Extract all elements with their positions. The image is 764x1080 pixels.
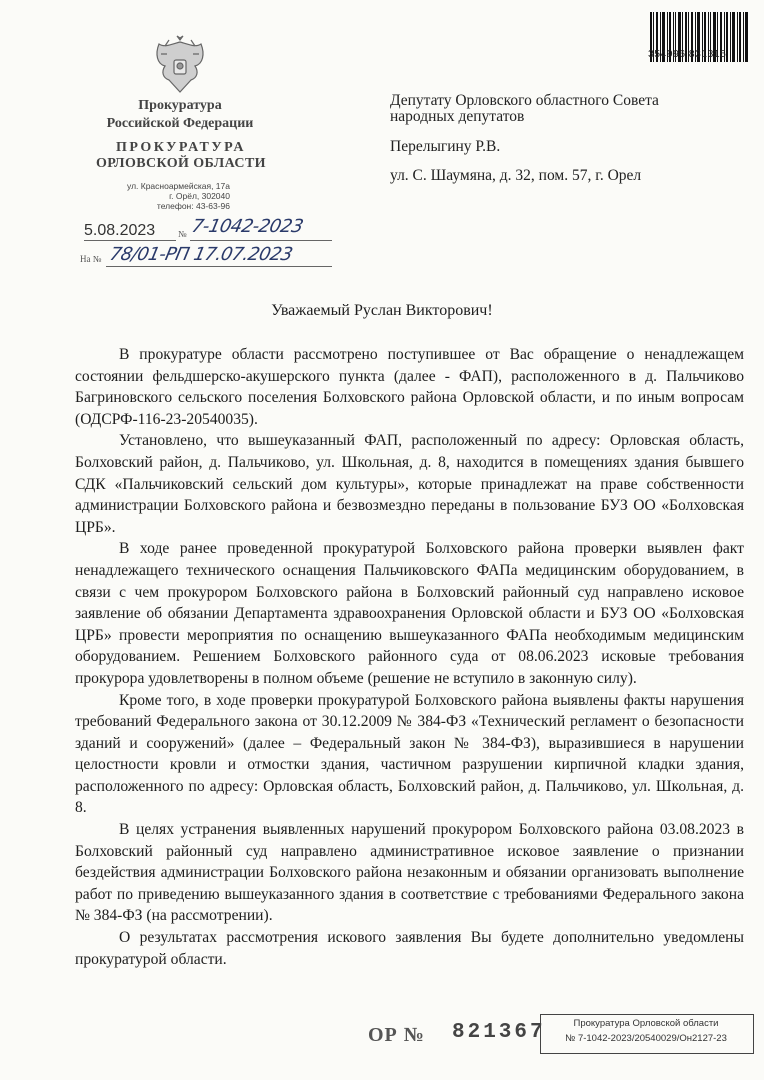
letter-body	[75, 344, 744, 970]
date-underline	[84, 240, 176, 241]
org-name-line2: Российской Федерации	[106, 116, 254, 131]
paragraph-3: В ходе ранее проведенной прокуратурой Болховского района проверки выявлен факт ненадлежащего технического оснащения Пальчиковского ФАПа медицинским оборудованием, в связи с чем прокурором Болховского района в Болховский районный суд направлено исковое заявление об обязании Департамента здравоохранения Орловской области и БУЗ ОО «Болховская ЦРБ» провести мероприятия по оснащению вышеуказанного ФАПа необходимым медицинским оборудованием. Решением Болховского районного суда от 08.06.2023 исковые требования прокурора удовлетворены в полном объеме (решение не вступило в законную силу).	[75, 540, 744, 687]
registration-stamp-number: № 7-1042-2023/20540029/Он2127-23	[565, 1033, 727, 1044]
org-address-city: г. Орёл, 302040	[169, 191, 230, 201]
paragraph-5: В целях устранения выявленных нарушений прокурором Болховского района 03.08.2023 в Болховский районный суд направлено административное исковое заявление о признании бездействия администрации Болховского района незаконным и обязании организовать выполнение работ по приведению вышеуказанного здания в соответствие с требованиями Федерального закона № 384-ФЗ (на рассмотрении).	[75, 821, 744, 925]
recipient-name: Перелыгину Р.В.	[390, 138, 501, 155]
outgoing-number-underline	[190, 240, 332, 241]
outgoing-number: 7-1042-2023	[189, 216, 305, 237]
recipient-address: ул. С. Шаумяна, д. 32, пом. 57, г. Орел	[390, 167, 642, 184]
org-address-street: ул. Красноармейская, 17а	[127, 181, 230, 191]
incoming-number-label: На №	[80, 254, 102, 264]
paragraph-4: Кроме того, в ходе проверки прокуратурой Болховского района выявлены факты нарушения требований Федерального закона от 30.12.2009 № 384-ФЗ «Технический регламент о безопасности зданий и сооружений» (далее – Федеральный закон № 384-ФЗ), выразившиеся в нарушении целостности кровли и отмостки здания, частичном разрушении кирпичной кладки здания, расположенного по адресу: Орловская область, Болховский район, д. Пальчиково, ул. Школьная, д. 8.	[75, 691, 744, 817]
or-number-value: 821367	[452, 1021, 546, 1044]
paragraph-6: О результатах рассмотрения искового заявления Вы будете дополнительно уведомлены прокуратурой области.	[75, 929, 744, 968]
paragraph-2: Установлено, что вышеуказанный ФАП, расположенный по адресу: Орловская область, Болховский район, д. Пальчиково, ул. Школьная, д. 8, находится в помещениях здания бывшего СДК «Пальчиковский сельский дом культуры», которые принадлежат на праве собственности администрации Болховского района и безвозмездно переданы в пользование БУЗ ОО «Болховская ЦРБ».	[75, 432, 744, 536]
org-address-phone: телефон: 43-63-96	[156, 201, 230, 211]
outgoing-number-label: №	[178, 229, 187, 239]
coat-of-arms-emblem	[145, 34, 215, 96]
paragraph-1: В прокуратуре области рассмотрено поступившее от Вас обращение о ненадлежащем состоянии фельдшерско-акушерского пункта (далее - ФАП), расположенного в д. Пальчиково Багриновского сельского поселения Болховского района Орловской области, и по иным вопросам (ОДСРФ-116-23-20540035).	[75, 346, 744, 428]
org-name-line3: ПРОКУРАТУРА	[115, 140, 247, 155]
incoming-number-underline	[106, 266, 332, 267]
document-date: 5.08.2023	[84, 222, 156, 239]
salutation: Уважаемый Руслан Викторович!	[271, 302, 493, 319]
org-name-line4: ОРЛОВСКОЙ ОБЛАСТИ	[96, 156, 266, 171]
registration-stamp-org: Прокуратура Орловской области	[573, 1018, 719, 1029]
org-name-line1: Прокуратура	[138, 98, 222, 113]
barcode-number: 354996 831315	[648, 48, 727, 60]
incoming-number: 78/01-РП 17.07.2023	[107, 244, 295, 265]
recipient-title-line2: народных депутатов	[390, 108, 525, 125]
recipient-title-line1: Депутату Орловского областного Совета	[390, 92, 659, 109]
or-number-label: ОР №	[368, 1024, 425, 1046]
